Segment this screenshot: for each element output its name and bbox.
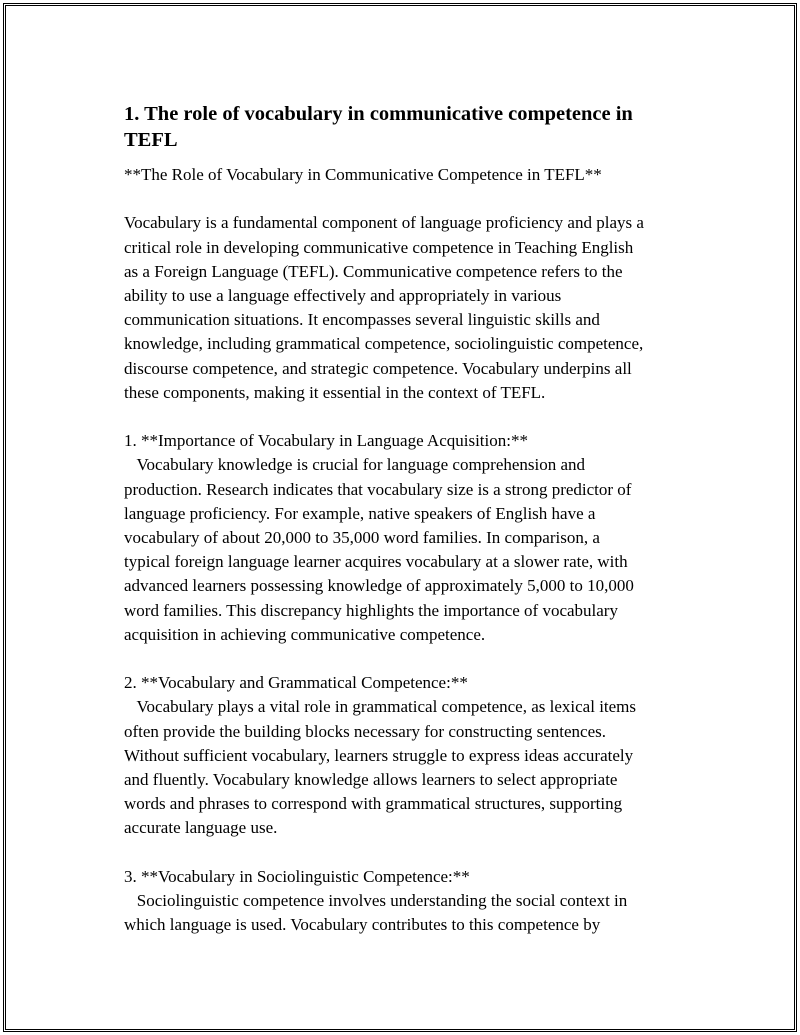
paragraph-line: knowledge, including grammatical competence, sociolinguistic competence, xyxy=(124,334,644,354)
paragraph-line: critical role in developing communicative competence in Teaching English xyxy=(124,237,634,257)
intro-paragraph xyxy=(124,211,694,405)
paragraph-line: as a Foreign Language (TEFL). Communicative competence refers to the xyxy=(124,261,623,281)
paragraph-line: words and phrases to correspond with grammatical structures, supporting xyxy=(124,794,623,814)
paragraph-line: production. Research indicates that vocabulary size is a strong predictor of xyxy=(124,479,632,499)
paragraph-gap xyxy=(124,841,694,865)
paragraph-line: Sociolinguistic competence involves understanding the social context in xyxy=(124,891,628,911)
section-vocabulary-acquisition xyxy=(124,429,694,647)
paragraph-line: Vocabulary plays a vital role in grammatical competence, as lexical items xyxy=(124,697,637,717)
document-title xyxy=(124,101,694,153)
document-body xyxy=(124,101,694,937)
paragraph-gap xyxy=(124,647,694,671)
section-sociolinguistic-competence xyxy=(124,865,694,938)
section-heading: 1. **Importance of Vocabulary in Language Acquisition:** xyxy=(124,431,528,451)
title-line: 1. The role of vocabulary in communicative competence in xyxy=(124,103,633,125)
paragraph-line: often provide the building blocks necessary for constructing sentences. xyxy=(124,721,607,741)
section-heading: 2. **Vocabulary and Grammatical Competence:** xyxy=(124,673,468,693)
section-heading: 3. **Vocabulary in Sociolinguistic Competence:** xyxy=(124,866,470,886)
paragraph-line: these components, making it essential in the context of TEFL. xyxy=(124,382,546,402)
paragraph-line: and fluently. Vocabulary knowledge allows learners to select appropriate xyxy=(124,770,618,790)
paragraph-line: accurate language use. xyxy=(124,818,278,838)
paragraph-line: which language is used. Vocabulary contributes to this competence by xyxy=(124,915,601,935)
paragraph-line: acquisition in achieving communicative competence. xyxy=(124,624,486,644)
paragraph-line: ability to use a language effectively and appropriately in various xyxy=(124,286,562,305)
document-subtitle: **The Role of Vocabulary in Communicative Competence in TEFL** xyxy=(124,165,602,184)
paragraph-line: Vocabulary knowledge is crucial for language comprehension and xyxy=(124,455,586,475)
title-line: TEFL xyxy=(124,129,178,151)
paragraph-line: vocabulary of about 20,000 to 35,000 word families. In comparison, a xyxy=(124,528,600,548)
paragraph-line: communication situations. It encompasses several linguistic skills and xyxy=(124,310,600,330)
paragraph-line: advanced learners possessing knowledge of approximately 5,000 to 10,000 xyxy=(124,576,634,596)
section-grammatical-competence xyxy=(124,671,694,840)
paragraph-line: Without sufficient vocabulary, learners struggle to express ideas accurately xyxy=(124,745,634,765)
paragraph-line: typical foreign language learner acquires vocabulary at a slower rate, with xyxy=(124,552,628,572)
paragraph-line: language proficiency. For example, native speakers of English have a xyxy=(124,503,596,523)
paragraph-line: word families. This discrepancy highlights the importance of vocabulary xyxy=(124,600,618,620)
paragraph-line: Vocabulary is a fundamental component of language proficiency and plays a xyxy=(124,213,644,233)
paragraph-gap xyxy=(124,187,694,211)
page-frame xyxy=(3,3,797,1032)
paragraph-line: discourse competence, and strategic competence. Vocabulary underpins all xyxy=(124,358,632,378)
paragraph-gap xyxy=(124,405,694,429)
